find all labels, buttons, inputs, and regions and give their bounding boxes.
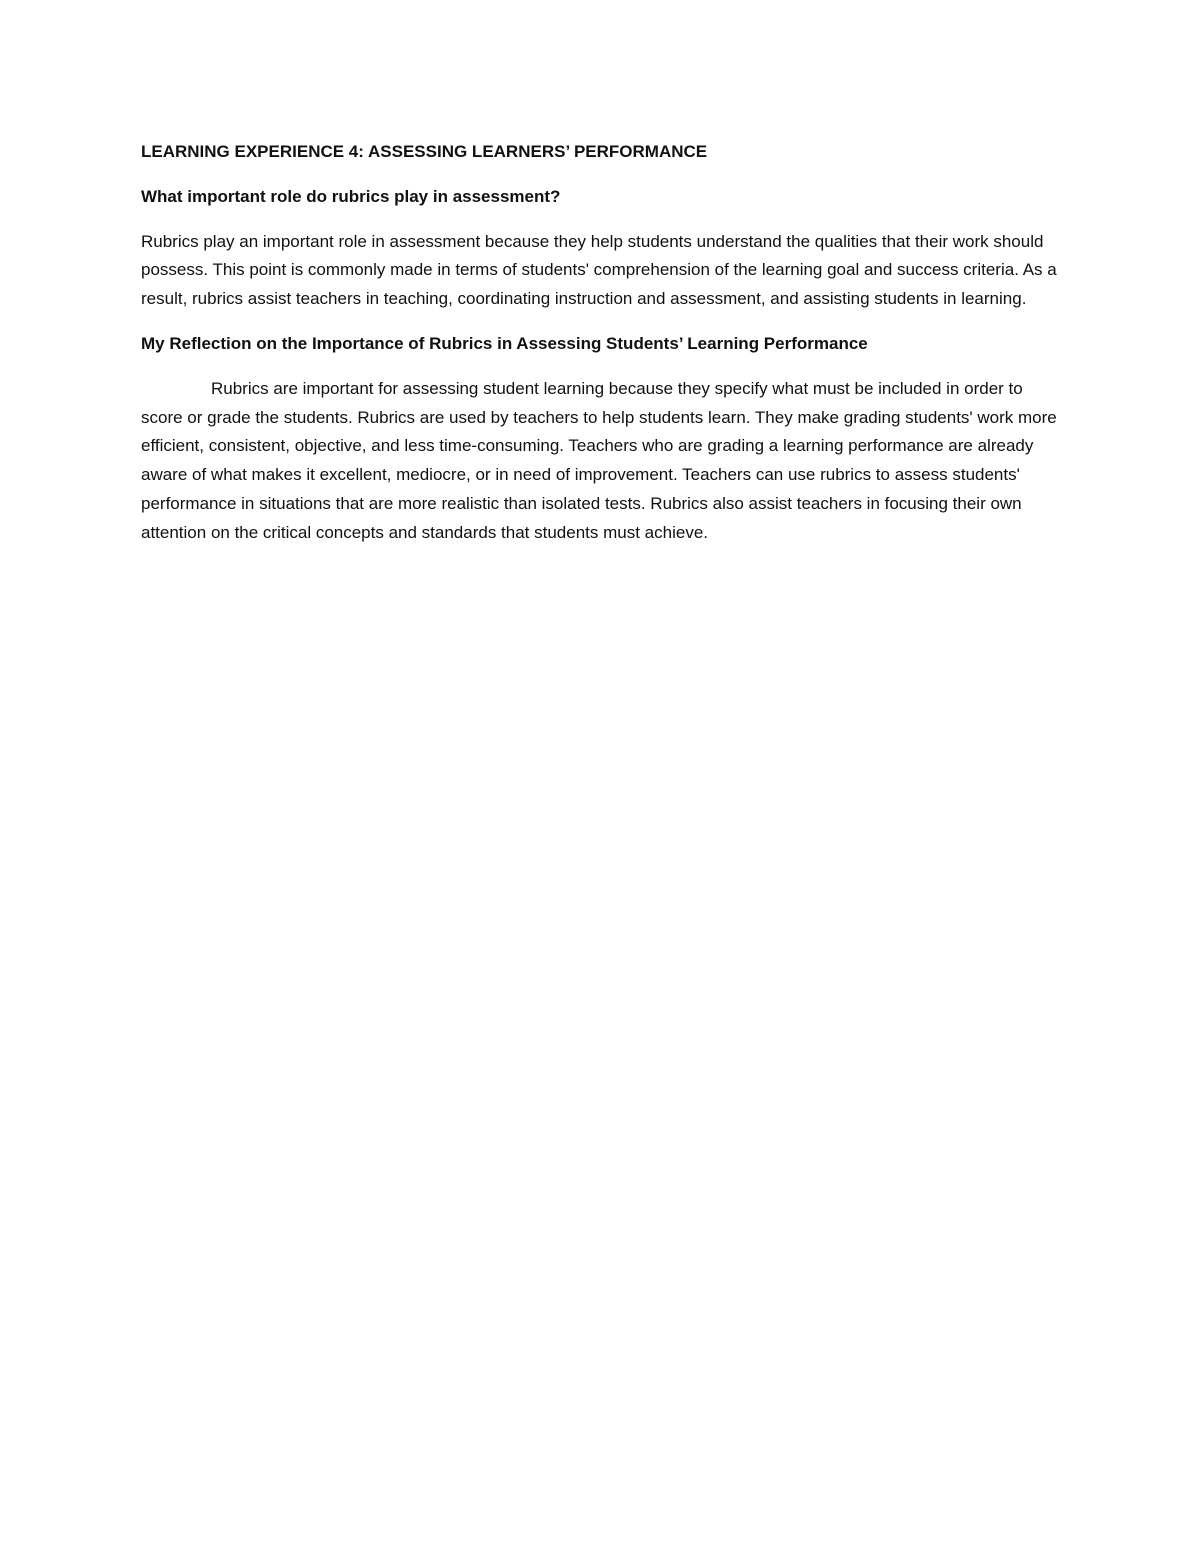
document-body [141,138,1061,564]
reflection-paragraph: Rubrics are important for assessing student learning because they specify what must be included in order to score or grade the students. Rubrics are used by teachers to help students learn. They make grading students' work more efficient, consistent, objective, and less time-consuming. Teachers who are grading a learning performance are already aware of what makes it excellent, mediocre, or in need of improvement. Teachers can use rubrics to assess students' performance in situations that are more realistic than isolated tests. Rubrics also assist teachers in focusing their own attention on the critical concepts and standards that students must achieve. [141,378,1057,542]
answer-paragraph: Rubrics play an important role in assessment because they help students understand the qualities that their work should possess. This point is commonly made in terms of students' comprehension of the learning goal and success criteria. As a result, rubrics assist teachers in teaching, coordinating instruction and assessment, and assisting students in learning. [141,231,1057,309]
question-heading: What important role do rubrics play in assessment? [141,186,561,206]
reflection-heading: My Reflection on the Importance of Rubrics in Assessing Students’ Learning Performance [141,333,868,353]
document-title: LEARNING EXPERIENCE 4: ASSESSING LEARNERS’ PERFORMANCE [141,142,708,161]
